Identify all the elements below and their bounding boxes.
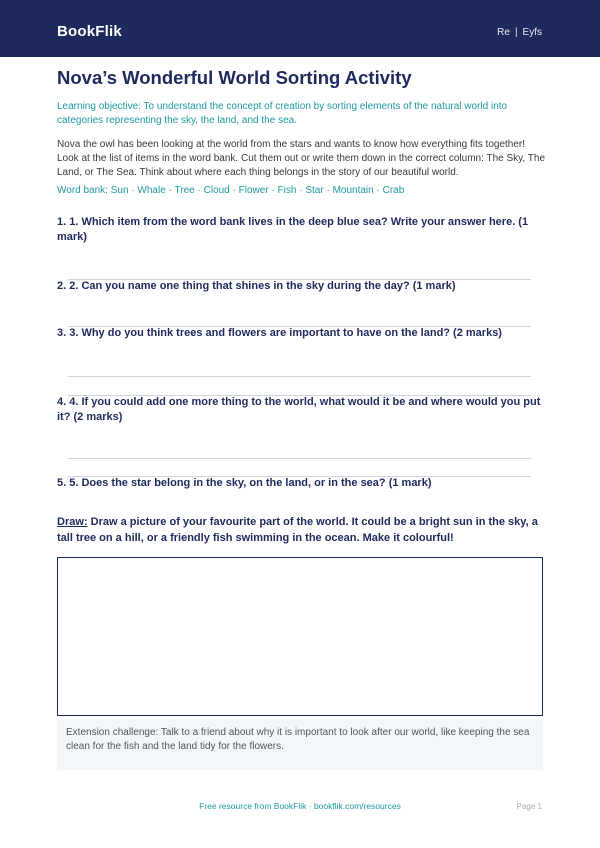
header-bar <box>0 0 600 57</box>
drawing-area[interactable] <box>57 557 543 716</box>
word-separator: · <box>296 185 306 196</box>
header-meta <box>497 27 542 38</box>
draw-instructions: Draw a picture of your favourite part of the world. It could be a bright sun in the sky, a tall tree on a hill, or a friendly fish swimming in the ocean. Make it colourful! <box>57 516 538 544</box>
footer-resource-link[interactable]: Free resource from BookFlik · bookflik.com/resources <box>199 801 401 811</box>
draw-label: Draw: <box>57 516 88 528</box>
level-label: Eyfs <box>522 27 542 38</box>
subject-label: Re <box>497 27 510 38</box>
word-bank-item: Mountain <box>332 185 374 196</box>
word-separator: · <box>323 185 333 196</box>
meta-separator: | <box>514 27 518 38</box>
intro-paragraph: Nova the owl has been looking at the world from the stars and wants to know how everything fits together! Look at the list of items in the word bank. Cut them out or write them down in the correct column: The Sky, The Land, or The Sea. Think about where each thing belongs in the story of our beautiful world. <box>57 139 546 178</box>
page-number: Page 1 <box>516 802 542 811</box>
question-4: 4. 4. If you could add one more thing to the world, what would it be and where would you put it? (2 marks) <box>57 396 541 423</box>
word-bank-words <box>111 185 405 196</box>
word-bank-item: Whale <box>137 185 166 196</box>
brand-logo-link[interactable]: BookFlik <box>57 23 122 40</box>
word-bank-item: Fish <box>277 185 297 196</box>
question-2: 2. 2. Can you name one thing that shines in the sky during the day? (1 mark) <box>57 280 456 292</box>
word-separator: · <box>194 185 204 196</box>
draw-prompt <box>57 514 547 546</box>
word-separator: · <box>128 185 138 196</box>
answer-line-3a[interactable] <box>68 376 531 377</box>
word-bank-item: Crab <box>382 185 405 196</box>
extension-challenge: Extension challenge: Talk to a friend about why it is important to look after our world, like keeping the sea clean for the fish and the land tidy for the flowers. <box>57 719 543 770</box>
word-bank-label: Word bank: <box>57 185 108 196</box>
word-separator: · <box>268 185 278 196</box>
word-bank-item: Flower <box>238 185 269 196</box>
question-1: 1. 1. Which item from the word bank lives in the deep blue sea? Write your answer here. (1 mark) <box>57 216 529 243</box>
word-bank-item: Star <box>305 185 324 196</box>
word-separator: · <box>229 185 239 196</box>
question-3: 3. 3. Why do you think trees and flowers are important to have on the land? (2 marks) <box>57 327 502 339</box>
learning-objective: Learning objective: To understand the concept of creation by sorting elements of the natural world into categories representing the sky, the land, and the sea. <box>57 101 508 126</box>
answer-line-4a[interactable] <box>68 458 531 459</box>
word-separator: · <box>373 185 383 196</box>
word-bank-item: Cloud <box>203 185 230 196</box>
word-bank-item: Tree <box>174 185 195 196</box>
word-bank-item: Sun <box>110 185 129 196</box>
page-title: Nova’s Wonderful World Sorting Activity <box>57 67 412 88</box>
question-5: 5. 5. Does the star belong in the sky, on the land, or in the sea? (1 mark) <box>57 477 432 489</box>
word-bank <box>57 185 404 196</box>
word-separator: · <box>165 185 175 196</box>
